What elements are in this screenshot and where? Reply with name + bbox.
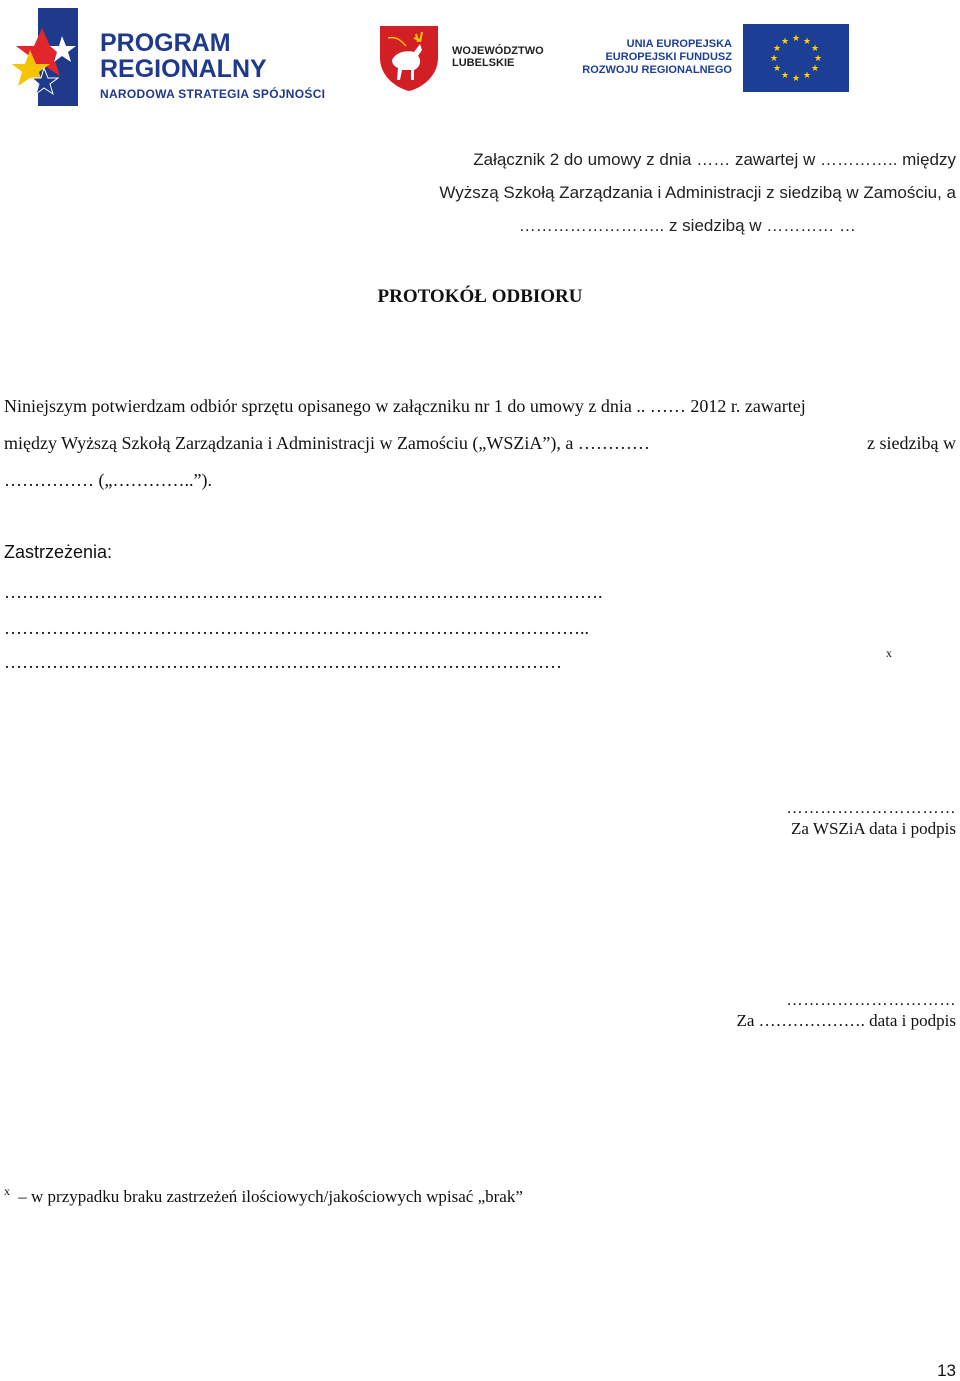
annex-line-3: …………………….. z siedzibą w ………… … [518, 216, 856, 235]
footnote-mark: x [4, 1184, 10, 1198]
lubelskie-logo [378, 24, 548, 94]
document-title: PROTOKÓŁ ODBIORU [377, 286, 583, 307]
body-line-2-right: z siedzibą w [867, 433, 956, 453]
eu-text-line1: UNIA EUROPEJSKA [626, 38, 732, 50]
svg-text:★: ★ [772, 44, 782, 54]
eu-flag-icon [743, 24, 849, 92]
svg-text:★: ★ [810, 44, 820, 54]
eu-fund-text [570, 38, 732, 77]
svg-text:★: ★ [769, 54, 779, 64]
lubelskie-logo-line2: LUBELSKIE [452, 57, 515, 69]
reservations-footnote-mark: x [886, 646, 892, 660]
svg-text:★: ★ [772, 64, 782, 74]
eu-text-line2: EUROPEJSKI FUNDUSZ [605, 51, 732, 63]
reservations-line-2: …………………………………………………………………………………….. [4, 618, 589, 638]
lubelskie-logo-line1: WOJEWÓDZTWO [452, 45, 544, 57]
svg-text:★: ★ [791, 34, 801, 44]
svg-text:★: ★ [802, 71, 812, 81]
footnote [4, 1184, 523, 1207]
svg-text:★: ★ [780, 37, 790, 47]
svg-text:★: ★ [813, 54, 823, 64]
signature-other-label: Za ………………. data i podpis [736, 1011, 956, 1030]
reservations-line-3: ………………………………………………………………………………… [4, 652, 562, 672]
signature-wszia-dots: ………………………… [786, 798, 956, 817]
page-number: 13 [937, 1361, 956, 1380]
program-logo-line2: REGIONALNY [100, 55, 267, 83]
svg-text:★: ★ [780, 71, 790, 81]
program-logo-line3: NARODOWA STRATEGIA SPÓJNOŚCI [100, 87, 326, 101]
body-line-3: …………… („…………..”). [4, 470, 212, 490]
reservations-line-1: ………………………………………………………………………………………. [4, 582, 603, 602]
footnote-text: – w przypadku braku zastrzeżeń ilościowych/jakościowych wpisać „brak” [18, 1186, 523, 1206]
program-stars-icon [10, 6, 80, 108]
signature-other-dots: ………………………… [786, 990, 956, 1009]
annex-line-2: Wyższą Szkołą Zarządzania i Administracji z siedzibą w Zamościu, a [439, 183, 956, 202]
program-logo-line1: PROGRAM [100, 29, 231, 57]
svg-text:★: ★ [791, 74, 801, 84]
annex-line-1: Załącznik 2 do umowy z dnia …… zawartej w ………….. między [473, 150, 956, 169]
program-regionalny-logo [10, 6, 340, 110]
svg-text:★: ★ [810, 64, 820, 74]
lubelskie-coat-of-arms-icon [378, 24, 440, 92]
eu-text-line3: ROZWOJU REGIONALNEGO [582, 64, 732, 76]
signature-wszia-label: Za WSZiA data i podpis [791, 819, 956, 838]
body-line-1: Niniejszym potwierdzam odbiór sprzętu opisanego w załączniku nr 1 do umowy z dnia .. …… 2012 r. zawartej [4, 396, 806, 416]
svg-text:★: ★ [802, 37, 812, 47]
body-line-2-left: między Wyższą Szkołą Zarządzania i Administracji w Zamościu („WSZiA”), a ………… [4, 433, 650, 453]
reservations-label: Zastrzeżenia: [4, 542, 113, 562]
